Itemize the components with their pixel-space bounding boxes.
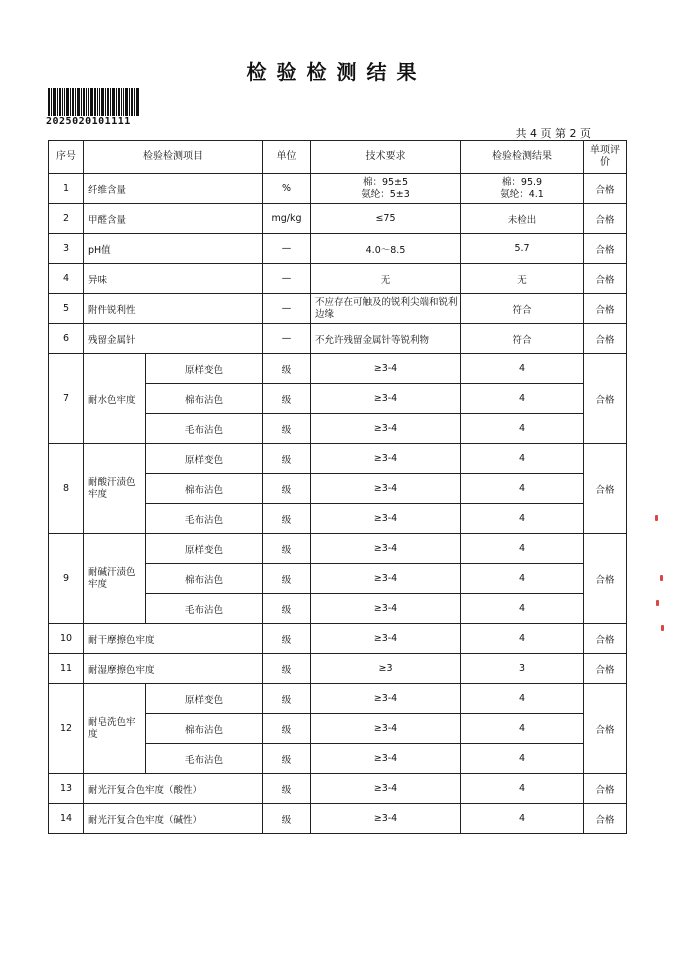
row-requirement: ≥3-4	[311, 804, 461, 834]
row-requirement	[311, 174, 461, 204]
sub-item: 原样变色	[146, 534, 263, 564]
table-row	[49, 654, 627, 684]
row-unit: —	[263, 264, 311, 294]
row-result: 4	[461, 504, 584, 534]
row-result: 符合	[461, 294, 584, 324]
table-row	[49, 294, 627, 324]
seal-fragment	[661, 625, 664, 631]
row-requirement: 无	[311, 264, 461, 294]
row-no: 3	[49, 234, 84, 264]
seal-fragment	[660, 575, 663, 581]
row-unit: —	[263, 294, 311, 324]
row-no: 12	[49, 684, 84, 774]
row-unit: 级	[263, 714, 311, 744]
table-row	[49, 264, 627, 294]
header-item: 检验检测项目	[84, 141, 263, 174]
row-no: 1	[49, 174, 84, 204]
row-evaluation: 合格	[584, 294, 627, 324]
row-requirement: ≥3-4	[311, 684, 461, 714]
row-requirement: ≥3-4	[311, 414, 461, 444]
results-table	[48, 140, 627, 834]
result-line: 氨纶：4.1	[500, 188, 544, 200]
seal-fragment	[656, 600, 659, 606]
row-requirement: ≥3-4	[311, 384, 461, 414]
requirement-line: 棉：95±5	[362, 176, 409, 188]
table-row	[49, 354, 627, 384]
row-result: 4	[461, 444, 584, 474]
seal-fragment	[655, 515, 658, 521]
sub-item: 毛布沾色	[146, 744, 263, 774]
row-evaluation: 合格	[584, 234, 627, 264]
row-requirement: ≥3-4	[311, 564, 461, 594]
sub-item: 原样变色	[146, 684, 263, 714]
row-item: 纤维含量	[84, 174, 263, 204]
row-result: 4	[461, 354, 584, 384]
table-row	[49, 774, 627, 804]
row-requirement: ≥3-4	[311, 354, 461, 384]
row-evaluation: 合格	[584, 654, 627, 684]
row-no: 5	[49, 294, 84, 324]
row-evaluation: 合格	[584, 804, 627, 834]
row-item: 耐碱汗渍色牢度	[84, 534, 146, 624]
row-unit: 级	[263, 354, 311, 384]
sub-item: 棉布沾色	[146, 384, 263, 414]
row-item: 异味	[84, 264, 263, 294]
row-result: 4	[461, 564, 584, 594]
sub-item: 毛布沾色	[146, 504, 263, 534]
row-evaluation: 合格	[584, 624, 627, 654]
row-unit: 级	[263, 564, 311, 594]
row-unit: mg/kg	[263, 204, 311, 234]
row-unit: —	[263, 324, 311, 354]
row-evaluation: 合格	[584, 204, 627, 234]
row-requirement: ≥3	[311, 654, 461, 684]
row-unit: 级	[263, 684, 311, 714]
row-result: 4	[461, 594, 584, 624]
row-evaluation: 合格	[584, 534, 627, 624]
row-unit: 级	[263, 624, 311, 654]
barcode	[48, 88, 140, 116]
row-requirement: ≥3-4	[311, 534, 461, 564]
row-evaluation: 合格	[584, 264, 627, 294]
row-result: 4	[461, 534, 584, 564]
row-requirement: ≥3-4	[311, 744, 461, 774]
row-unit: 级	[263, 774, 311, 804]
row-unit: 级	[263, 474, 311, 504]
result-line: 棉：95.9	[501, 176, 543, 188]
table-row	[49, 624, 627, 654]
row-unit: %	[263, 174, 311, 204]
sub-item: 原样变色	[146, 354, 263, 384]
row-result: 5.7	[461, 234, 584, 264]
row-result: 4	[461, 744, 584, 774]
row-unit: 级	[263, 804, 311, 834]
row-item: pH值	[84, 234, 263, 264]
table-row	[49, 174, 627, 204]
row-no: 7	[49, 354, 84, 444]
row-requirement: ≥3-4	[311, 444, 461, 474]
row-no: 8	[49, 444, 84, 534]
row-result	[461, 174, 584, 204]
row-item: 附件锐利性	[84, 294, 263, 324]
table-row	[49, 804, 627, 834]
row-item: 耐湿摩擦色牢度	[84, 654, 263, 684]
row-requirement: ≥3-4	[311, 504, 461, 534]
row-no: 10	[49, 624, 84, 654]
sub-item: 棉布沾色	[146, 474, 263, 504]
row-result: 4	[461, 804, 584, 834]
row-result: 4	[461, 714, 584, 744]
row-requirement: ≥3-4	[311, 474, 461, 504]
row-result: 4	[461, 624, 584, 654]
row-requirement: 不应存在可触及的锐利尖端和锐利边缘	[311, 294, 461, 324]
row-item: 耐水色牢度	[84, 354, 146, 444]
row-unit: 级	[263, 534, 311, 564]
header-no: 序号	[49, 141, 84, 174]
table-row	[49, 204, 627, 234]
sub-item: 棉布沾色	[146, 714, 263, 744]
row-unit: 级	[263, 594, 311, 624]
row-result: 4	[461, 774, 584, 804]
table-row	[49, 234, 627, 264]
table-row	[49, 684, 627, 714]
row-unit: 级	[263, 654, 311, 684]
page-info: 共 4 页 第 2 页	[515, 127, 591, 140]
sub-item: 棉布沾色	[146, 564, 263, 594]
row-evaluation: 合格	[584, 174, 627, 204]
sub-item: 原样变色	[146, 444, 263, 474]
header-evaluation: 单项评价	[584, 141, 627, 174]
table-row	[49, 534, 627, 564]
row-result: 无	[461, 264, 584, 294]
row-no: 6	[49, 324, 84, 354]
row-no: 13	[49, 774, 84, 804]
row-item: 耐光汗复合色牢度（碱性）	[84, 804, 263, 834]
row-requirement: 不允许残留金属针等锐利物	[311, 324, 461, 354]
row-requirement: ≥3-4	[311, 774, 461, 804]
table-row	[49, 324, 627, 354]
row-evaluation: 合格	[584, 354, 627, 444]
row-requirement: 4.0～8.5	[311, 234, 461, 264]
row-item: 耐干摩擦色牢度	[84, 624, 263, 654]
table-row	[49, 444, 627, 474]
row-evaluation: 合格	[584, 324, 627, 354]
row-no: 9	[49, 534, 84, 624]
row-requirement: ≤75	[311, 204, 461, 234]
row-result: 符合	[461, 324, 584, 354]
row-result: 4	[461, 474, 584, 504]
row-requirement: ≥3-4	[311, 714, 461, 744]
row-evaluation: 合格	[584, 774, 627, 804]
row-unit: —	[263, 234, 311, 264]
row-item: 残留金属针	[84, 324, 263, 354]
header-result: 检验检测结果	[461, 141, 584, 174]
row-item: 耐光汗复合色牢度（酸性）	[84, 774, 263, 804]
requirement-line: 氨纶：5±3	[361, 188, 410, 200]
barcode-number: 2025020101111	[46, 116, 131, 127]
sub-item: 毛布沾色	[146, 594, 263, 624]
row-no: 14	[49, 804, 84, 834]
row-unit: 级	[263, 414, 311, 444]
row-requirement: ≥3-4	[311, 624, 461, 654]
row-unit: 级	[263, 384, 311, 414]
row-result: 未检出	[461, 204, 584, 234]
row-no: 2	[49, 204, 84, 234]
row-result: 3	[461, 654, 584, 684]
row-result: 4	[461, 384, 584, 414]
row-result: 4	[461, 414, 584, 444]
header-requirement: 技术要求	[311, 141, 461, 174]
row-requirement: ≥3-4	[311, 594, 461, 624]
header-unit: 单位	[263, 141, 311, 174]
row-no: 11	[49, 654, 84, 684]
row-item: 耐皂洗色牢度	[84, 684, 146, 774]
row-item: 甲醛含量	[84, 204, 263, 234]
page-title: 检验检测结果	[246, 60, 427, 84]
row-item: 耐酸汗渍色牢度	[84, 444, 146, 534]
row-evaluation: 合格	[584, 684, 627, 774]
row-unit: 级	[263, 444, 311, 474]
row-result: 4	[461, 684, 584, 714]
row-unit: 级	[263, 744, 311, 774]
row-evaluation: 合格	[584, 444, 627, 534]
sub-item: 毛布沾色	[146, 414, 263, 444]
row-unit: 级	[263, 504, 311, 534]
row-no: 4	[49, 264, 84, 294]
table-header-row	[49, 141, 627, 174]
